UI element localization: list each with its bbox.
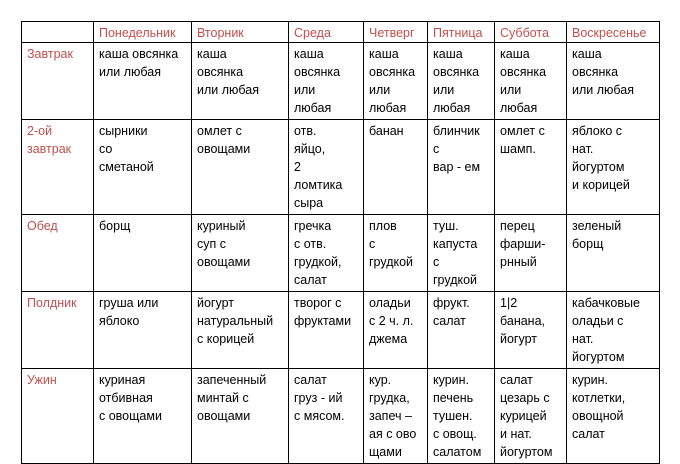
table-cell: перец фарши- рнный	[495, 215, 567, 292]
table-cell: яблоко с нат. йогуртом и корицей	[567, 120, 660, 215]
meal-row-breakfast	[22, 43, 660, 120]
table-cell: отв. яйцо, 2 ломтика сыра	[289, 120, 364, 215]
table-cell: сырники со сметаной	[94, 120, 192, 215]
table-cell: каша овсянка или любая	[567, 43, 660, 120]
table-cell: туш. капуста с грудкой	[428, 215, 495, 292]
table-cell: борщ	[94, 215, 192, 292]
table-cell: кур. грудка, запеч – ая с ово щами	[364, 369, 428, 464]
table-cell: каша овсянка или любая	[94, 43, 192, 120]
day-header: Воскресенье	[567, 22, 660, 43]
meal-label: Полдник	[22, 292, 94, 369]
day-header: Четверг	[364, 22, 428, 43]
meal-label: Ужин	[22, 369, 94, 464]
day-header: Вторник	[192, 22, 289, 43]
table-cell: курин. печень тушен. с овощ. салатом	[428, 369, 495, 464]
table-cell: гречка с отв. грудкой, салат	[289, 215, 364, 292]
table-cell: курин. котлетки, овощной салат	[567, 369, 660, 464]
meal-label: Завтрак	[22, 43, 94, 120]
table-cell: каша овсянка или любая	[428, 43, 495, 120]
table-cell: оладьи с 2 ч. л. джема	[364, 292, 428, 369]
meal-row-lunch	[22, 215, 660, 292]
meal-plan-table	[21, 21, 660, 464]
table-cell: творог с фруктами	[289, 292, 364, 369]
table-cell: запеченный минтай с овощами	[192, 369, 289, 464]
table-cell: плов с грудкой	[364, 215, 428, 292]
meal-row-second-breakfast	[22, 120, 660, 215]
table-cell: йогурт натуральный с корицей	[192, 292, 289, 369]
table-cell: куриная отбивная с овощами	[94, 369, 192, 464]
corner-cell	[22, 22, 94, 43]
table-cell: салат цезарь с курицей и нат. йогуртом	[495, 369, 567, 464]
day-header: Среда	[289, 22, 364, 43]
table-cell: омлет с шамп.	[495, 120, 567, 215]
table-cell: каша овсянка или любая	[192, 43, 289, 120]
table-cell: зеленый борщ	[567, 215, 660, 292]
table-cell: 1|2 банана, йогурт	[495, 292, 567, 369]
meal-row-afternoon-snack	[22, 292, 660, 369]
table-cell: блинчик с вар - ем	[428, 120, 495, 215]
table-cell: каша овсянка или любая	[495, 43, 567, 120]
table-cell: куриный суп с овощами	[192, 215, 289, 292]
table-cell: салат груз - ий с мясом.	[289, 369, 364, 464]
day-header: Суббота	[495, 22, 567, 43]
meal-row-dinner	[22, 369, 660, 464]
header-row	[22, 22, 660, 43]
table-cell: груша или яблоко	[94, 292, 192, 369]
table-cell: фрукт. салат	[428, 292, 495, 369]
meal-label: Обед	[22, 215, 94, 292]
table-cell: кабачковые оладьи с нат. йогуртом	[567, 292, 660, 369]
meal-label: 2-ой завтрак	[22, 120, 94, 215]
table-cell: каша овсянка или любая	[289, 43, 364, 120]
table-cell: банан	[364, 120, 428, 215]
day-header: Понедельник	[94, 22, 192, 43]
day-header: Пятница	[428, 22, 495, 43]
table-cell: омлет с овощами	[192, 120, 289, 215]
table-cell: каша овсянка или любая	[364, 43, 428, 120]
